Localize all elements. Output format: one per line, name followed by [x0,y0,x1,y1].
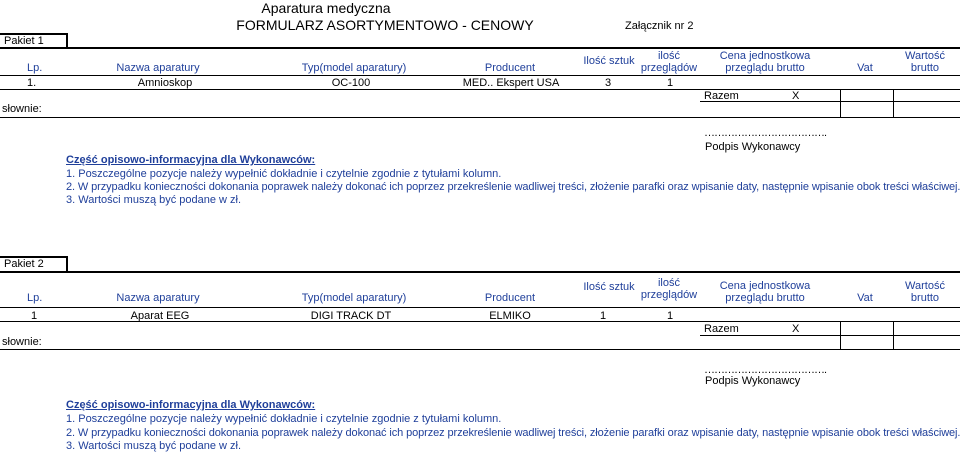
info-note-3: 3. Wartości muszą być podane w zł. [66,194,242,206]
column-header-unit-price: Cena jednostkowa przeglądu brutto [719,280,811,304]
column-header-reviews: ilość przeglądów [640,277,698,301]
column-header-lp: Lp. [27,62,43,74]
signature-line: ………………………………. [704,364,827,376]
column-header-name: Nazwa aparatury [116,62,200,74]
signature-label: Podpis Wykonawcy [705,141,801,153]
info-note-1: 1. Poszczególne pozycje należy wypełnić dokładnie i czytelnie zgodnie z tytułami kolumn. [66,413,502,425]
info-section-title: Część opisowo-informacyjna dla Wykonawców: [66,399,316,411]
row-name: Aparat EEG [130,310,190,322]
column-header-qty: Ilość sztuk [583,55,635,67]
signature-label: Podpis Wykonawcy [705,375,801,387]
info-note-3: 3. Wartości muszą być podane w zł. [66,440,242,452]
package-label: Pakiet 2 [4,258,44,270]
row-lp: 1. [27,77,37,89]
annex-label: Załącznik nr 2 [625,20,694,32]
column-header-vat: Vat [857,292,873,304]
header-row-border [0,75,960,76]
column-header-vat: Vat [857,62,873,74]
column-header-value: Wartość brutto [905,280,945,304]
column-header-value: Wartość brutto [905,50,945,74]
total-row-border [700,335,960,336]
package-label-border-right [66,33,68,48]
form-subtitle: FORMULARZ ASORTYMENTOWO - CENOWY [236,17,534,33]
slownie-label: słownie: [2,103,42,115]
package-label-border-right [66,256,68,272]
table-border-top [0,47,960,49]
column-header-producer: Producent [484,62,536,74]
row-lp: 1 [31,310,38,322]
row-reviews: 1 [666,310,674,322]
row-qty: 3 [604,77,612,89]
total-vat-divider [840,89,841,117]
column-header-lp: Lp. [27,292,43,304]
total-value-divider [893,89,894,117]
total-label: Razem [704,323,739,335]
slownie-row-border [0,117,960,118]
row-type: DIGI TRACK DT [310,310,392,322]
row-qty: 1 [599,310,607,322]
column-header-type: Typ(model aparatury) [301,292,407,304]
slownie-label: słownie: [2,336,42,348]
column-header-reviews: ilość przeglądów [640,50,698,74]
info-note-2: 2. W przypadku konieczności dokonania poprawek należy dokonać ich poprzez przekreślenie wadliwej treści, złożenie parafki oraz wpisanie daty, następnie wpisanie obok treści właściwej. [66,181,960,193]
total-label: Razem [704,90,739,102]
column-header-unit-price: Cena jednostkowa przeglądu brutto [719,50,811,74]
column-header-type: Typ(model aparatury) [301,62,407,74]
total-row-border [700,101,960,102]
info-note-2: 2. W przypadku konieczności dokonania poprawek należy dokonać ich poprzez przekreślenie wadliwej treści, złożenie parafki oraz wpisanie daty, następnie wpisanie obok treści właściwej. [66,427,960,439]
document-title: Aparatura medyczna [261,0,391,16]
row-type: OC-100 [331,77,371,89]
row-reviews: 1 [666,77,674,89]
total-vat-divider [840,321,841,349]
data-row-border [0,89,960,90]
info-note-1: 1. Poszczególne pozycje należy wypełnić dokładnie i czytelnie zgodnie z tytułami kolumn. [66,168,502,180]
header-row-border [0,307,960,308]
row-producer: MED.. Ekspert USA [462,77,560,89]
row-producer: ELMIKO [489,310,531,322]
column-header-name: Nazwa aparatury [116,292,200,304]
signature-line: ………………………………. [704,127,827,139]
table-border-top [0,271,960,273]
column-header-producer: Producent [484,292,536,304]
row-name: Amnioskop [137,77,193,89]
slownie-row-border [0,349,960,350]
package-label: Pakiet 1 [4,35,44,47]
total-x-mark: X [792,90,800,102]
total-value-divider [893,321,894,349]
total-x-mark: X [792,323,800,335]
column-header-qty: Ilość sztuk [583,281,635,293]
info-section-title: Część opisowo-informacyjna dla Wykonawców: [66,154,316,166]
